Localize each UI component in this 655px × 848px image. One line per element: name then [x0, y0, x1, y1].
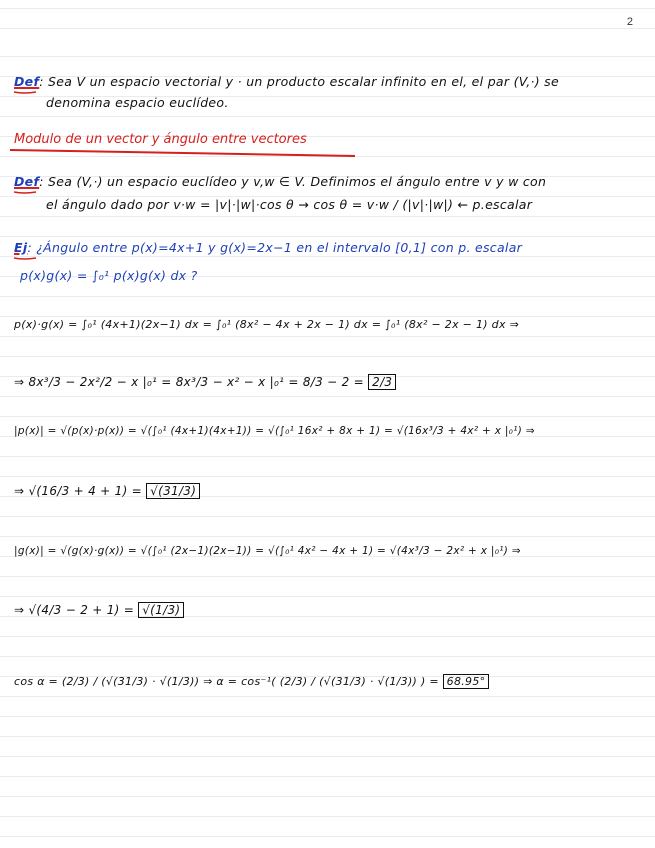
norm-g-derivation: |g(x)| = √(g(x)·g(x)) = √(∫₀¹ (2x−1)(2x−1)) = √(∫₀¹ 4x² − 4x + 1) = √(4x³/3 − 2x² + x |₀¹) ⇒: [14, 545, 521, 557]
norm-g-result: √(1/3): [138, 602, 184, 618]
dot-product-result: 2/3: [368, 374, 396, 390]
definition-1-continued: denomina espacio euclídeo.: [46, 95, 229, 110]
example-label: Ej: [14, 240, 28, 255]
angle-result: 68.95°: [443, 674, 490, 689]
dot-product-integral: p(x)·g(x) = ∫₀¹ (4x+1)(2x−1) dx = ∫₀¹ (8x² − 4x + 2x − 1) dx = ∫₀¹ (8x² − 2x − 1) dx ⇒: [14, 318, 520, 331]
definition-2-continued: el ángulo dado por v·w = |v|·|w|·cos θ → cos θ = v·w / (|v|·|w|) ← p.escalar: [46, 197, 533, 212]
definition-label: Def: [14, 174, 40, 189]
norm-p-evaluation: ⇒ √(16/3 + 4 + 1) = √(31/3): [14, 484, 200, 498]
norm-g-evaluation: ⇒ √(4/3 − 2 + 1) = √(1/3): [14, 603, 184, 617]
definition-label: Def: [14, 74, 40, 89]
angle-computation: cos α = (2/3) / (√(31/3) · √(1/3)) ⇒ α = cos⁻¹( (2/3) / (√(31/3) · √(1/3)) ) = 68.95°: [14, 675, 489, 688]
example-text: : ¿Ángulo entre p(x)=4x+1 y g(x)=2x−1 en el intervalo [0,1] con p. escalar: [27, 240, 523, 255]
page-number: 2: [626, 16, 633, 28]
definition-text: : Sea (V,·) un espacio euclídeo y v,w ∈ V. Definimos el ángulo entre v y w con: [39, 174, 547, 189]
norm-p-derivation: |p(x)| = √(p(x)·p(x)) = √(∫₀¹ (4x+1)(4x+1)) = √(∫₀¹ 16x² + 8x + 1) = √(16x³/3 + 4x² + x |₀¹) ⇒: [14, 425, 535, 437]
example-continued: p(x)g(x) = ∫₀¹ p(x)g(x) dx ?: [20, 268, 198, 283]
norm-p-result: √(31/3): [146, 483, 200, 499]
section-heading: Modulo de un vector y ángulo entre vectores: [14, 132, 307, 147]
dot-product-evaluation: ⇒ 8x³/3 − 2x²/2 − x |₀¹ = 8x³/3 − x² − x |₀¹ = 8/3 − 2 = 2/3: [14, 375, 396, 389]
definition-text: : Sea V un espacio vectorial y · un producto escalar infinito en el, el par (V,·) se: [39, 74, 559, 89]
